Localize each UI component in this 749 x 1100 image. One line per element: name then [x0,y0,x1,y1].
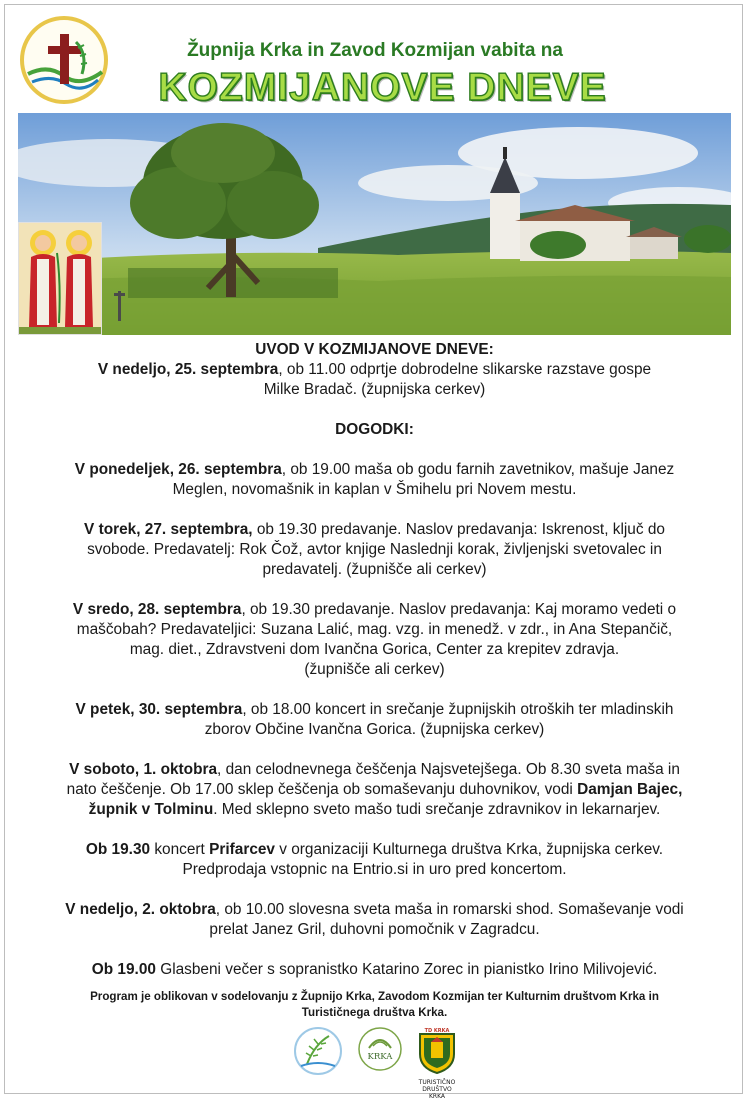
event-3-line-2: maščobah? Predavateljici: Suzana Lalić, mag. vzg. in menedž. v zdr., in Ana Stepančič, [76,621,673,638]
event-4-line-2: zborov Občine Ivančna Gorica. (župnijska cerkev) [204,721,545,738]
subtitle: Župnija Krka in Zavod Kozmijan vabita na [187,40,563,61]
event-3-line-3: mag. diet., Zdravstveni dom Ivančna Gorica, Center za krepitev zdravja. [129,641,620,658]
td-logo-top-text: TD KRKA [424,1028,450,1034]
krka-logo [357,1026,403,1072]
event-8-line-1: Ob 19.00 Glasbeni večer s sopranistko Katarino Zorec in pianistko Irino Milivojević. [91,961,658,978]
footer-note-line-1: Program je oblikovan v sodelovanju z Župnijo Krka, Zavodom Kozmijan ter Kulturnim društvom Krka in [90,990,659,1003]
event-2-line-3: predavatelj. (župnišče ali cerkev) [262,561,487,578]
event-5-line-2: nato češčenje. Ob 17.00 sklep češčenja ob somaševanju duhovnikov, vodi Damjan Bajec, [66,781,683,798]
event-4-line-1: V petek, 30. septembra, ob 18.00 koncert in srečanje župnijskih otroških ter mladinskih [75,701,674,718]
event-2-line-1: V torek, 27. septembra, ob 19.30 predavanje. Naslov predavanja: Iskrenost, ključ do [84,521,665,538]
program-text [18,340,731,980]
event-5-line-1: V soboto, 1. oktobra, dan celodnevnega češčenja Najsvetejšega. Ob 8.30 sveta maša in [69,761,680,778]
event-1-line-1: V ponedeljek, 26. septembra, ob 19.00 maša ob godu farnih zavetnikov, mašuje Janez [74,461,675,478]
event-5-line-3: župnik v Tolminu. Med sklepno sveto mašo tudi srečanje zdravnikov in lekarnarjev. [88,801,661,818]
event-3-line-1: V sredo, 28. septembra, ob 19.30 predavanje. Naslov predavanja: Kaj moramo vedeti o [72,601,677,618]
event-7-line-2: prelat Janez Gril, duhovni pomočnik v Zagradcu. [209,921,540,938]
event-2-line-2: svobode. Predavatelj: Rok Čož, avtor knjige Naslednji korak, življenjski svetovalec in [87,541,662,558]
presider-title: župnik v Tolminu [88,801,214,818]
event-3-line-4: (župnišče ali cerkev) [304,661,445,678]
krka-logo-text: KRKA [367,1052,393,1062]
event-date: Ob 19.00 [91,961,156,978]
event-date: Ob 19.30 [85,841,151,858]
event-date: V ponedeljek, 26. septembra [74,461,282,478]
event-date: V petek, 30. septembra [75,701,243,718]
event-date: V nedeljo, 2. oktobra [65,901,216,918]
parish-logo [18,14,110,106]
td-logo-caption: TURISTIČNO DRUŠTVO KRKA [418,1079,456,1100]
event-1-line-2: Meglen, novomašnik in kaplan v Šmihelu pri Novem mestu. [172,481,577,498]
landscape-photo [18,113,731,335]
event-date: V soboto, 1. oktobra [69,761,218,778]
choir-name: Prifarcev [209,841,275,858]
event-6-line-1: Ob 19.30 koncert Prifarcev v organizaciji Kulturnega društva Krka, župnijska cerkev. [85,841,664,858]
zavod-kozmijan-logo [293,1026,343,1076]
page-title: KOZMIJANOVE DNEVE [158,66,607,109]
event-date: V sredo, 28. septembra [72,601,242,618]
intro-line-1 [18,360,731,380]
footer-note [40,989,709,1020]
intro-line-2: Milke Bradač. (župnijska cerkev) [263,381,486,398]
presider-name: Damjan Bajec, [577,781,683,798]
event-date: V torek, 27. septembra, [84,521,253,538]
footer-note-line-2: Turističnega društva Krka. [301,1005,448,1019]
event-6-line-2: Predprodaja vstopnic na Entrio.si in uro pred koncertom. [182,861,567,878]
events-heading: DOGODKI: [335,421,414,438]
intro-date: V nedeljo, 25. septembra [97,361,279,378]
intro-text: , ob 11.00 odprtje dobrodelne slikarske razstave gospe [278,361,652,378]
intro-heading: UVOD V KOZMIJANOVE DNEVE: [255,341,494,358]
turisticno-drustvo-logo [414,1026,460,1100]
saints-image [18,222,102,335]
event-7-line-1: V nedeljo, 2. oktobra, ob 10.00 slovesna sveta maša in romarski shod. Somaševanje vodi [65,901,684,918]
